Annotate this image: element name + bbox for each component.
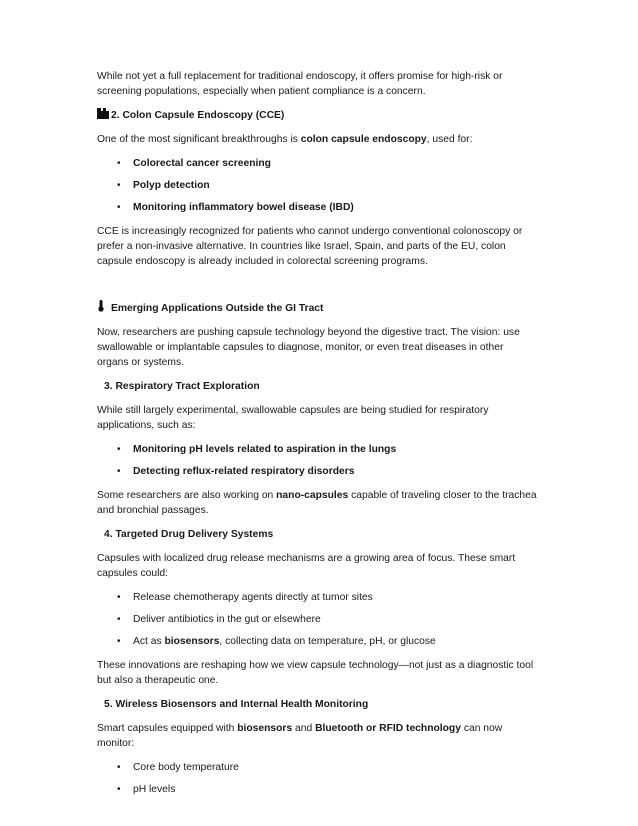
bullet: • — [117, 180, 121, 191]
list-item-text-post: , collecting data on temperature, pH, or glucose — [219, 636, 436, 647]
list-item-text-pre: Act as — [133, 636, 165, 647]
bullet: • — [117, 202, 121, 213]
section-heading-cce — [97, 108, 537, 123]
drug-lead: Capsules with localized drug release mechanisms are a growing area of focus. These smart capsules could: — [97, 553, 516, 579]
list-item — [97, 760, 537, 775]
bullet: • — [117, 444, 121, 455]
list-item — [97, 612, 537, 627]
wireless-lead-bold1: biosensors — [237, 723, 293, 734]
list-item-text: Monitoring pH levels related to aspiration in the lungs — [133, 444, 397, 455]
wireless-lead-post: can now monitor: — [97, 723, 503, 749]
respiratory-heading: 3. Respiratory Tract Exploration — [104, 381, 260, 392]
list-item — [97, 464, 537, 479]
respiratory-lead: While still largely experimental, swallowable capsules are being studied for respiratory applications, such as: — [97, 405, 489, 431]
respiratory-closing-pre: Some researchers are also working on — [97, 490, 277, 501]
list-item-text-bold: biosensors — [164, 636, 220, 647]
wireless-lead-mid: and — [292, 723, 316, 734]
list-item — [97, 590, 537, 605]
list-item — [97, 178, 537, 193]
cce-lead-post: , used for: — [426, 134, 473, 145]
list-item — [97, 634, 537, 649]
list-item-text: Release chemotherapy agents directly at tumor sites — [133, 592, 373, 603]
list-item-text: Deliver antibiotics in the gut or elsewhere — [133, 614, 321, 625]
document-page — [97, 69, 537, 806]
respiratory-closing — [97, 488, 537, 518]
wireless-heading: 5. Wireless Biosensors and Internal Health Monitoring — [104, 699, 369, 710]
cce-lead-bold: colon capsule endoscopy — [300, 134, 427, 145]
list-item-text: Core body temperature — [133, 762, 239, 773]
list-item-text: pH levels — [133, 784, 176, 795]
wireless-list — [97, 760, 537, 797]
list-item — [97, 200, 537, 215]
list-item-text: Polyp detection — [133, 180, 210, 191]
list-item-text: Monitoring inflammatory bowel disease (IBD) — [133, 202, 354, 213]
emerging-heading-text: Emerging Applications Outside the GI Tract — [111, 303, 324, 314]
list-item — [97, 442, 537, 457]
cce-lead-pre: One of the most significant breakthroughs is — [97, 134, 301, 145]
section-heading-emerging — [97, 300, 537, 316]
emerging-paragraph: Now, researchers are pushing capsule technology beyond the digestive tract. The vision: use swallowable or implantable capsules to diagnose, monitor, or even treat diseases in other organs or systems. — [97, 327, 520, 368]
bullet: • — [117, 784, 121, 795]
bullet: • — [117, 592, 121, 603]
bullet: • — [117, 636, 121, 647]
list-item-text: Detecting reflux-related respiratory disorders — [133, 466, 355, 477]
cce-closing: CCE is increasingly recognized for patients who cannot undergo conventional colonoscopy or prefer a non-invasive alternative. In countries like Israel, Spain, and parts of the EU, colon capsule endoscopy is already included in colorectal screening programs. — [97, 226, 523, 267]
bullet: • — [117, 762, 121, 773]
list-item — [97, 782, 537, 797]
capsule-icon — [97, 108, 111, 123]
cce-list — [97, 156, 537, 215]
respiratory-closing-post: capable of traveling closer to the trachea and bronchial passages. — [97, 490, 537, 516]
thermometer-icon — [97, 300, 111, 316]
bullet: • — [117, 158, 121, 169]
wireless-lead — [97, 721, 537, 751]
drug-list — [97, 590, 537, 649]
respiratory-list — [97, 442, 537, 479]
spacer — [97, 278, 537, 300]
respiratory-closing-bold: nano-capsules — [276, 490, 349, 501]
bullet: • — [117, 614, 121, 625]
wireless-lead-pre: Smart capsules equipped with — [97, 723, 238, 734]
wireless-lead-bold2: Bluetooth or RFID technology — [315, 723, 461, 734]
list-item — [97, 156, 537, 171]
drug-closing: These innovations are reshaping how we view capsule technology—not just as a diagnostic tool but also a therapeutic one. — [97, 660, 534, 686]
list-item-text: Colorectal cancer screening — [133, 158, 271, 169]
drug-heading: 4. Targeted Drug Delivery Systems — [104, 529, 274, 540]
cce-lead — [97, 132, 537, 147]
intro-paragraph: While not yet a full replacement for traditional endoscopy, it offers promise for high-risk or screening populations, especially when patient compliance is a concern. — [97, 71, 503, 97]
bullet: • — [117, 466, 121, 477]
cce-heading-text: 2. Colon Capsule Endoscopy (CCE) — [111, 110, 285, 121]
